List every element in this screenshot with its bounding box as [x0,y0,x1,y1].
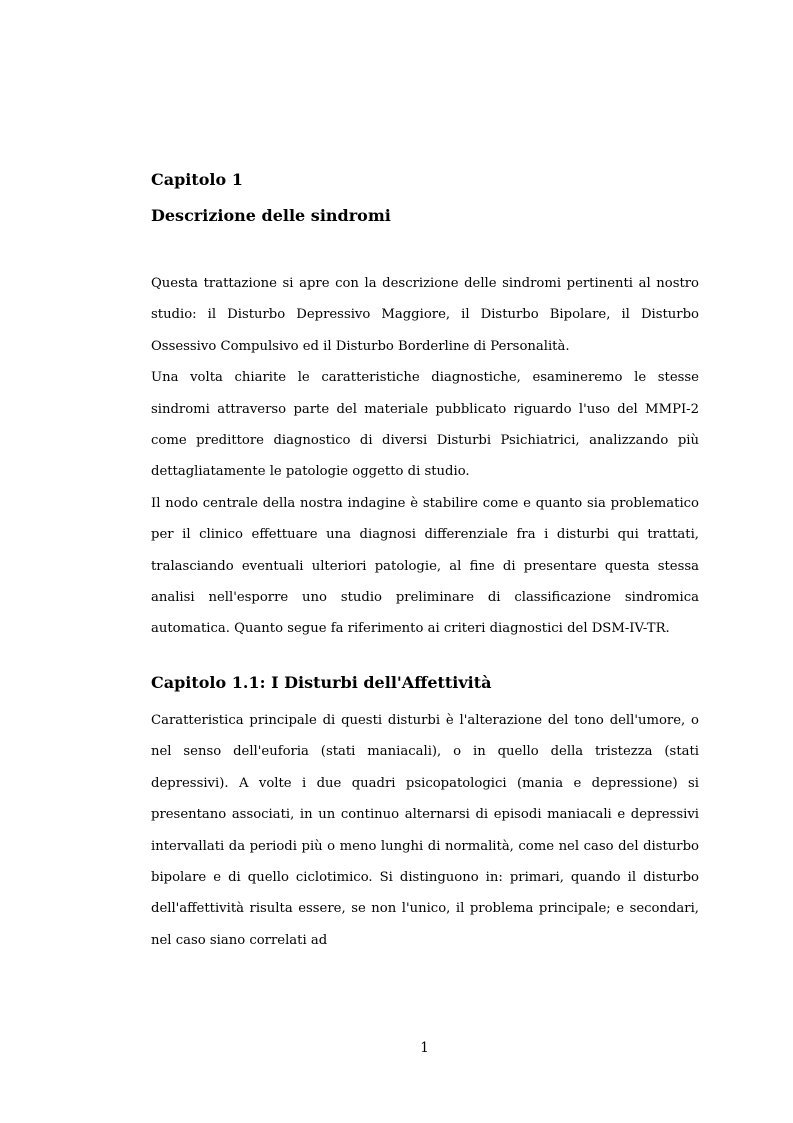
chapter-title: Descrizione delle sindromi [151,206,391,225]
page-number: 1 [420,1040,429,1056]
intro-paragraph: Una volta chiarite le caratteristiche diagnostiche, esamineremo le stesse sindromi attraverso parte del materiale pubblicato riguardo l'uso del MMPI-2 come predittore diagnostico di diversi Disturbi Psichiatrici, analizzando più dettagliatamente le patologie oggetto di studio. [151,370,699,480]
intro-paragraph: Il nodo centrale della nostra indagine è stabilire come e quanto sia problematico per il clinico effettuare una diagnosi differenziale fra i disturbi qui trattati, tralasciando eventuali ulteriori patologie, al fine di presentare questa stessa analisi nell'esporre uno studio preliminare di classificazione sindromica automatica. Quanto segue fa riferimento ai criteri diagnostici del DSM-IV-TR. [151,495,699,637]
section-title: Capitolo 1.1: I Disturbi dell'Affettività [151,672,492,692]
page-body [151,168,699,956]
section-paragraph: Caratteristica principale di questi disturbi è l'alterazione del tono dell'umore, o nel senso dell'euforia (stati maniacali), o in quello della tristezza (stati depressivi). A volte i due quadri psicopatologici (mania e depressione) si presentano associati, in un continuo alternarsi di episodi maniacali e depressivi intervallati da periodi più o meno lunghi di normalità, come nel caso del disturbo bipolare e di quello ciclotimico. Si distinguono in: primari, quando il disturbo dell'affettività risulta essere, se non l'unico, il problema principale; e secondari, nel caso siano correlati ad [151,712,699,948]
intro-paragraph: Questa trattazione si apre con la descrizione delle sindromi pertinenti al nostro studio: il Disturbo Depressivo Maggiore, il Disturbo Bipolare, il Disturbo Ossessivo Compulsivo ed il Disturbo Borderline di Personalità. [151,276,699,354]
chapter-number: Capitolo 1 [151,170,243,189]
